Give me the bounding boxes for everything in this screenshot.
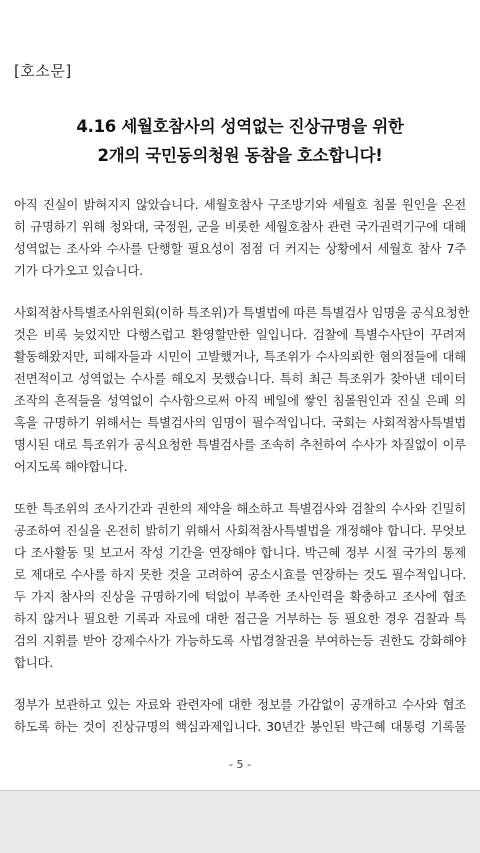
text-line: 히 규명하기 위해 청와대, 국정원, 군을 비롯한 세월호참사 관련 국가권력기구에 대해: [14, 219, 466, 234]
text-line: 검의 지휘를 받아 강제수사가 가능하도록 사법경찰권을 부여하는등 권한도 강화해야: [14, 633, 466, 648]
paragraph: [14, 694, 466, 738]
paragraph: [14, 302, 470, 478]
text-line: 두 가지 참사의 진상을 규명하기에 턱없이 부족한 조사인력을 확충하고 조사에 협조: [14, 589, 466, 604]
text-line: 명시된 대로 특조위가 공식요청한 특별검사를 조속히 추천하여 수사가 차질없이 이루: [14, 437, 466, 452]
text-line: 조작의 흔적들을 성역없이 수사함으로써 아직 베일에 쌓인 침몰원인과 진실 은폐 의: [14, 393, 466, 408]
text-line: 하도록 하는 것이 진상규명의 핵심과제입니다. 30년간 봉인된 박근혜 대통령 기록물: [14, 719, 466, 734]
title-line: 4.16 세월호참사의 성역없는 진상규명을 위한: [76, 117, 404, 136]
text-line: 합니다.: [14, 655, 54, 670]
page-number: - 5 -: [229, 758, 251, 771]
text-line: 성역없는 조사와 수사를 단행할 필요성이 점점 더 커지는 상황에서 세월호 참사 7주: [14, 241, 466, 256]
text-line: 사회적참사특별조사위원회(이하 특조위)가 특별법에 따른 특별검사 임명을 공식요청한: [14, 305, 470, 320]
text-line: 공조하여 진실을 온전히 밝히기 위해서 사회적참사특별법을 개정해야 합니다. 무엇보: [14, 523, 466, 538]
text-line: 아직 진실이 밝혀지지 않았습니다. 세월호참사 구조방기와 세월호 침몰 원인을 온전: [14, 197, 466, 212]
text-line: 다 조사활동 및 보고서 작성 기간을 연장해야 합니다. 박근혜 정부 시절 국가의 통제: [14, 545, 466, 560]
text-line: 기가 다가오고 있습니다.: [14, 263, 143, 278]
paragraph: [14, 498, 466, 674]
text-line: 또한 특조위의 조사기간과 권한의 제약을 해소하고 특별검사와 검찰의 수사와 긴밀히: [14, 501, 466, 516]
text-line: 정부가 보관하고 있는 자료와 관련자에 대한 정보를 가감없이 공개하고 수사와 협조: [14, 697, 466, 712]
paragraph: [14, 194, 466, 282]
document-tag: [호소문]: [14, 62, 72, 80]
document-title: [0, 112, 480, 170]
text-line: 활동해왔지만, 피해자들과 시민이 고발했거나, 특조위가 수사의뢰한 혐의점들에 대해: [14, 349, 466, 364]
text-line: 로 제대로 수사를 하지 못한 것을 고려하여 공소시효를 연장하는 것도 필수적입니다.: [14, 567, 466, 582]
text-line: 혹을 규명하기 위해서는 특별검사의 임명이 필수적입니다. 국회는 사회적참사특별법: [14, 415, 466, 430]
text-line: 것은 비록 늦었지만 다행스럽고 환영할만한 일입니다. 검찰에 특별수사단이 꾸려져: [14, 327, 466, 342]
text-line: 전면적이고 성역없는 수사를 해오지 못했습니다. 특히 최근 특조위가 찾아낸 데이터: [14, 371, 466, 386]
text-line: 어지도록 해야합니다.: [14, 459, 128, 474]
title-line: 2개의 국민동의청원 동참을 호소합니다!: [97, 146, 383, 165]
text-line: 하지 않거나 필요한 기록과 자료에 대한 접근을 거부하는 등 필요한 경우 검찰과 특: [14, 611, 466, 626]
document-body: [14, 194, 470, 758]
